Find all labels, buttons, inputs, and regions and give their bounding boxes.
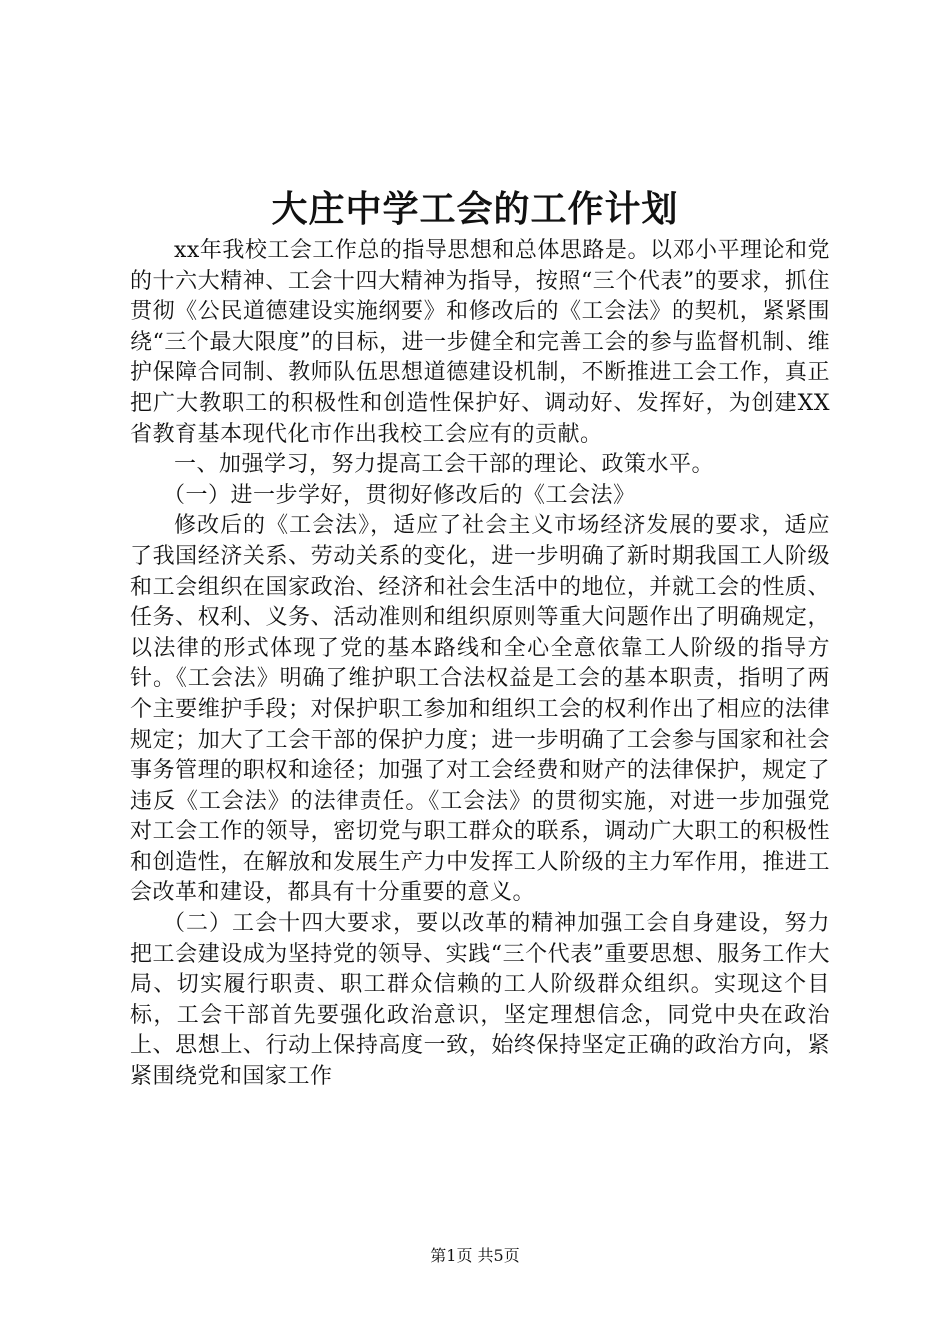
- intro-paragraph: xx年我校工会工作总的指导思想和总体思路是。以邓小平理论和党的十六大精神、工会十四大精神为指导，按照“三个代表”的要求，抓住贯彻《公民道德建设实施纲要》和修改后的《工会法》的契机，紧紧围绕“三个最大限度”的目标，进一步健全和完善工会的参与监督机制、维护保障合同制、教师队伍思想道德建设机制，不断推进工会工作，真正把广大教职工的积极性和创造性保护好、调动好、发挥好，为创建XX省教育基本现代化市作出我校工会应有的贡献。: [130, 238, 830, 447]
- subsection-heading-1: （一）进一步学好，贯彻好修改后的《工会法》: [163, 482, 636, 508]
- section-heading-1: 一、加强学习，努力提高工会干部的理论、政策水平。: [174, 452, 715, 478]
- page-footer: 第1页 共5页: [430, 1246, 520, 1265]
- document-body: [130, 236, 830, 1093]
- body-paragraph-subsection-2: （二）工会十四大要求，要以改革的精神加强工会自身建设，努力把工会建设成为坚持党的领导、实践“三个代表”重要思想、服务工作大局、切实履行职责、职工群众信赖的工人阶级群众组织。实现这个目标，工会干部首先要强化政治意识，坚定理想信念，同党中央在政治上、思想上、行动上保持高度一致，始终保持坚定正确的政治方向，紧紧围绕党和国家工作: [130, 911, 830, 1090]
- body-paragraph-union-law: 修改后的《工会法》，适应了社会主义市场经济发展的要求，适应了我国经济关系、劳动关系的变化，进一步明确了新时期我国工人阶级和工会组织在国家政治、经济和社会生活中的地位，并就工会的性质、任务、权利、义务、活动准则和组织原则等重大问题作出了明确规定，以法律的形式体现了党的基本路线和全心全意依靠工人阶级的指导方针。《工会法》明确了维护职工合法权益是工会的基本职责，指明了两个主要维护手段；对保护职工参加和组织工会的权利作出了相应的法律规定；加大了工会干部的保护力度；进一步明确了工会参与国家和社会事务管理的职权和途径；加强了对工会经费和财产的法律保护，规定了违反《工会法》的法律责任。《工会法》的贯彻实施，对进一步加强党对工会工作的领导，密切党与职工群众的联系，调动广大职工的积极性和创造性，在解放和发展生产力中发挥工人阶级的主力军作用，推进工会改革和建设，都具有十分重要的意义。: [130, 513, 830, 906]
- document-title: 大庄中学工会的工作计划: [271, 188, 679, 230]
